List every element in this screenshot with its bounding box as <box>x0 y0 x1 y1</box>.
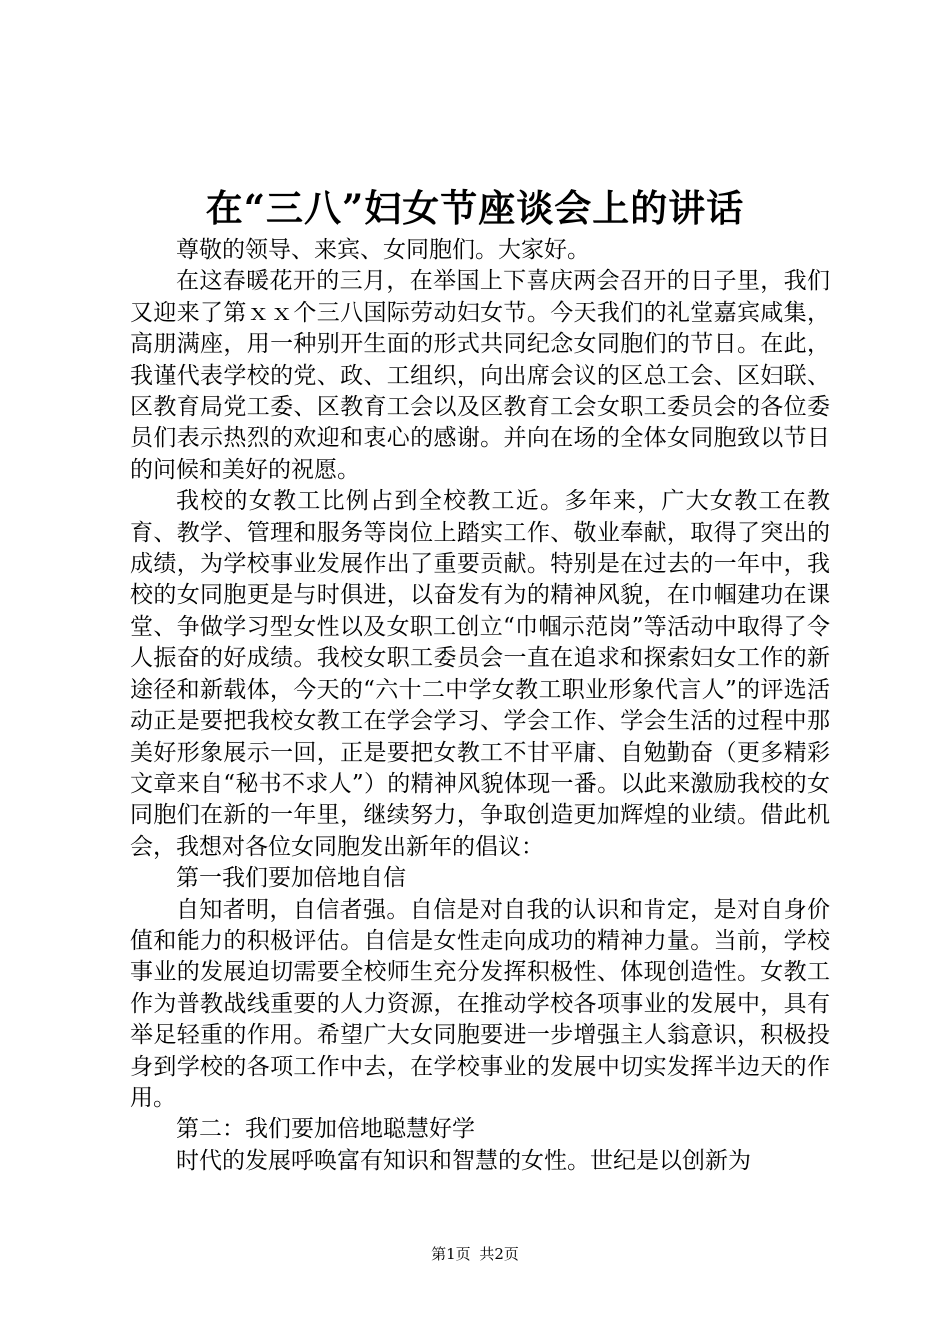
paragraph: 在这春暖花开的三月，在举国上下喜庆两会召开的日子里，我们又迎来了第ｘｘ个三八国际劳动妇女节。今天我们的礼堂嘉宾咸集，高朋满座，用一种别开生面的形式共同纪念女同胞们的节日。在此，我谨代表学校的党、政、工组织，向出席会议的区总工会、区妇联、区教育局党工委、区教育工会以及区教育工会女职工委员会的各位委员们表示热烈的欢迎和衷心的感谢。并向在场的全体女同胞致以节日的问候和美好的祝愿。 <box>130 268 830 483</box>
paragraph: 自知者明，自信者强。自信是对自我的认识和肯定，是对自身价值和能力的积极评估。自信是女性走向成功的精神力量。当前，学校事业的发展迫切需要全校师生充分发挥积极性、体现创造性。女教工作为普教战线重要的人力资源，在推动学校各项事业的发展中，具有举足轻重的作用。希望广大女同胞要进一步增强主人翁意识，积极投身到学校的各项工作中去，在学校事业的发展中切实发挥半边天的作用。 <box>130 896 830 1111</box>
page-number: 第1页 <box>431 1245 471 1263</box>
document-title: 在“三八”妇女节座谈会上的讲话 <box>205 186 745 230</box>
page-total: 共2页 <box>479 1245 519 1263</box>
section-heading: 第一我们要加倍地自信 <box>176 865 406 892</box>
page-footer <box>0 1244 950 1264</box>
paragraph-greeting: 尊敬的领导、来宾、女同胞们。大家好。 <box>176 237 590 263</box>
document-body <box>130 235 830 1177</box>
paragraph: 时代的发展呼唤富有知识和智慧的女性。世纪是以创新为 <box>176 1147 751 1174</box>
paragraph: 我校的女教工比例占到全校教工近。多年来，广大女教工在教育、教学、管理和服务等岗位上踏实工作、敬业奉献，取得了突出的成绩，为学校事业发展作出了重要贡献。特别是在过去的一年中，我校的女同胞更是与时俱进，以奋发有为的精神风貌，在巾帼建功在课堂、争做学习型女性以及女职工创立“巾帼示范岗”等活动中取得了令人振奋的好成绩。我校女职工委员会一直在追求和探索妇女工作的新途径和新载体，今天的“六十二中学女教工职业形象代言人”的评选活动正是要把我校女教工在学会学习、学会工作、学会生活的过程中那美好形象展示一回，正是要把女教工不甘平庸、自勉勤奋（更多精彩文章来自“秘书不求人”）的精神风貌体现一番。以此来激励我校的女同胞们在新的一年里，继续努力，争取创造更加辉煌的业绩。借此机会，我想对各位女同胞发出新年的倡议： <box>130 488 830 860</box>
section-heading: 第二：我们要加倍地聪慧好学 <box>176 1116 475 1143</box>
